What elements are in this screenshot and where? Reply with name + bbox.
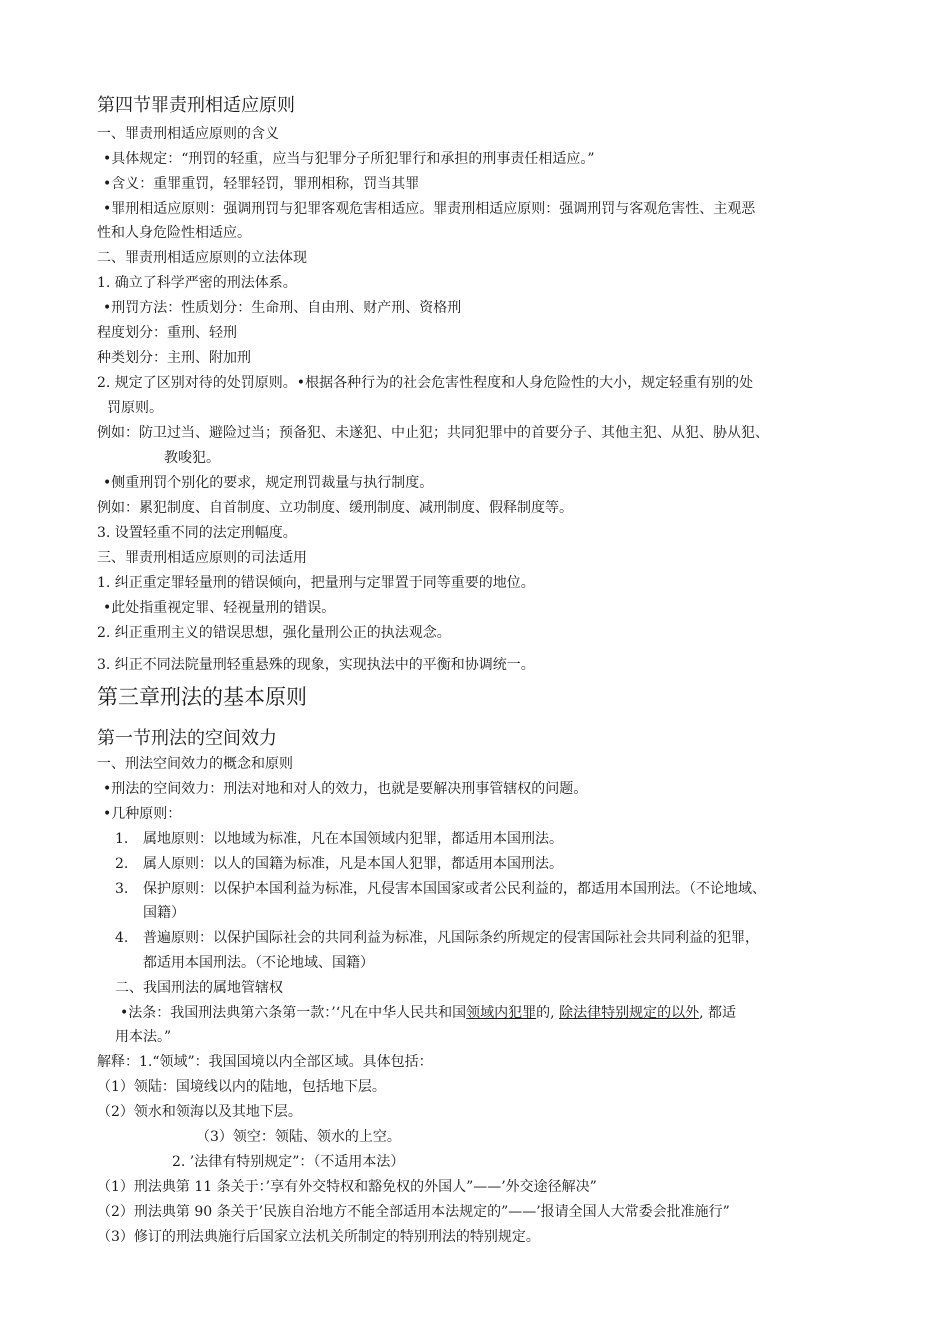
paragraph: （3）领空：领陆、领水的上空。 [196,1129,401,1145]
paragraph: 教唆犯。 [164,450,220,466]
paragraph: （2）领水和领海以及其地下层。 [97,1104,302,1120]
paragraph: •此处指重视定罪、轻视量刑的错误。 [103,600,336,616]
paragraph: 例如：防卫过当、避险过当；预备犯、未遂犯、中止犯；共同犯罪中的首要分子、其他主犯、从犯、胁从犯、 [97,425,769,441]
numbered-item: 2. ’法律有特别规定”：（不适用本法） [172,1154,405,1170]
paragraph: （3）修订的刑法典施行后国家立法机关所制定的特别刑法的特别规定。 [97,1229,540,1245]
list-item: 属地原则：以地域为标准，凡在本国领域内犯罪，都适用本国刑法。 [143,831,563,847]
law-quote-continued: 用本法。” [115,1029,172,1045]
numbered-item: 1. 纠正重定罪轻量刑的错误倾向，把量刑与定罪置于同等重要的地位。 [97,575,535,591]
subheading: 三、罪责刑相适应原则的司法适用 [97,550,307,566]
paragraph: 种类划分：主刑、附加刑 [97,350,251,366]
paragraph: 罚原则。 [107,400,163,416]
paragraph: •刑法的空间效力：刑法对地和对人的效力，也就是要解决刑事管辖权的问题。 [103,781,588,797]
subheading: 一、罪责刑相适应原则的含义 [97,126,279,142]
paragraph: 程度划分：重刑、轻刑 [97,325,237,341]
numbered-item: 3. 设置轻重不同的法定刑幅度。 [97,525,297,541]
subheading: 二、罪责刑相适应原则的立法体现 [97,250,307,266]
paragraph: 例如：累犯制度、自首制度、立功制度、缓刑制度、减刑制度、假释制度等。 [97,500,573,516]
numbered-item: 1. 确立了科学严密的刑法体系。 [97,275,297,291]
section-title: 第一节刑法的空间效力 [97,728,277,749]
paragraph: （1）领陆：国境线以内的陆地，包括地下层。 [97,1079,386,1095]
list-item-number: 4. [115,930,129,946]
list-item-number: 3. [115,881,129,897]
paragraph: •几种原则： [103,806,182,822]
list-item-number: 2. [115,856,129,872]
law-quote [120,1004,736,1022]
underlined-text: 除法律特别规定的以外 [559,1005,700,1021]
law-quote-text: 的, [536,1005,560,1021]
list-item: 普遍原则：以保护国际社会的共同利益为标准，凡国际条约所规定的侵害国际社会共同利益的犯罪， [143,930,759,946]
paragraph: •侧重刑罚个别化的要求，规定刑罚裁量与执行制度。 [103,475,434,491]
paragraph: •具体规定：“刑罚的轻重，应当与犯罪分子所犯罪行和承担的刑事责任相适应。” [103,151,595,167]
paragraph: （2）刑法典第 90 条关于’民族自治地方不能全部适用本法规定的”——’报请全国人大常委会批准施行” [97,1204,730,1220]
list-item: 属人原则：以人的国籍为标准，凡是本国人犯罪，都适用本国刑法。 [143,856,563,872]
list-item-continued: 国籍） [143,905,185,921]
numbered-item: 3. 纠正不同法院量刑轻重悬殊的现象，实现执法中的平衡和协调统一。 [97,657,535,673]
list-item: 保护原则：以保护本国利益为标准，凡侵害本国国家或者公民利益的，都适用本国刑法。（不论地域、 [143,881,766,897]
paragraph: •罪刑相适应原则：强调刑罚与犯罪客观危害相适应。罪责刑相适应原则：强调刑罚与客观危害性、主观恶 [103,201,756,217]
paragraph: 解释：1.“领域”：我国国境以内全部区域。具体包括： [97,1054,433,1070]
paragraph: •刑罚方法：性质划分：生命刑、自由刑、财产刑、资格刑 [103,300,462,316]
law-quote-text: •法条：我国刑法典第六条第一款：’‘凡在中华人民共和国 [120,1005,467,1021]
paragraph: 性和人身危险性相适应。 [97,225,251,241]
paragraph: （1）刑法典第 11 条关于：’享有外交特权和豁免权的外国人”——’外交途径解决” [97,1179,597,1195]
section-title: 第四节罪责刑相适应原则 [97,95,295,116]
subheading: 一、刑法空间效力的概念和原则 [97,756,293,772]
numbered-item: 2. 规定了区别对待的处罚原则。•根据各种行为的社会危害性程度和人身危险性的大小，规定轻重有别的处 [97,375,754,391]
chapter-title: 第三章刑法的基本原则 [97,685,307,709]
underlined-text: 领域内犯罪 [466,1005,537,1021]
list-item-number: 1. [115,831,129,847]
subheading: 二、我国刑法的属地管辖权 [115,980,283,996]
paragraph: •含义：重罪重罚，轻罪轻罚，罪刑相称，罚当其罪 [103,176,420,192]
law-quote-text: , 都适 [699,1005,736,1021]
numbered-item: 2. 纠正重刑主义的错误思想，强化量刑公正的执法观念。 [97,625,451,641]
list-item-continued: 都适用本国刑法。（不论地域、国籍） [143,955,374,971]
